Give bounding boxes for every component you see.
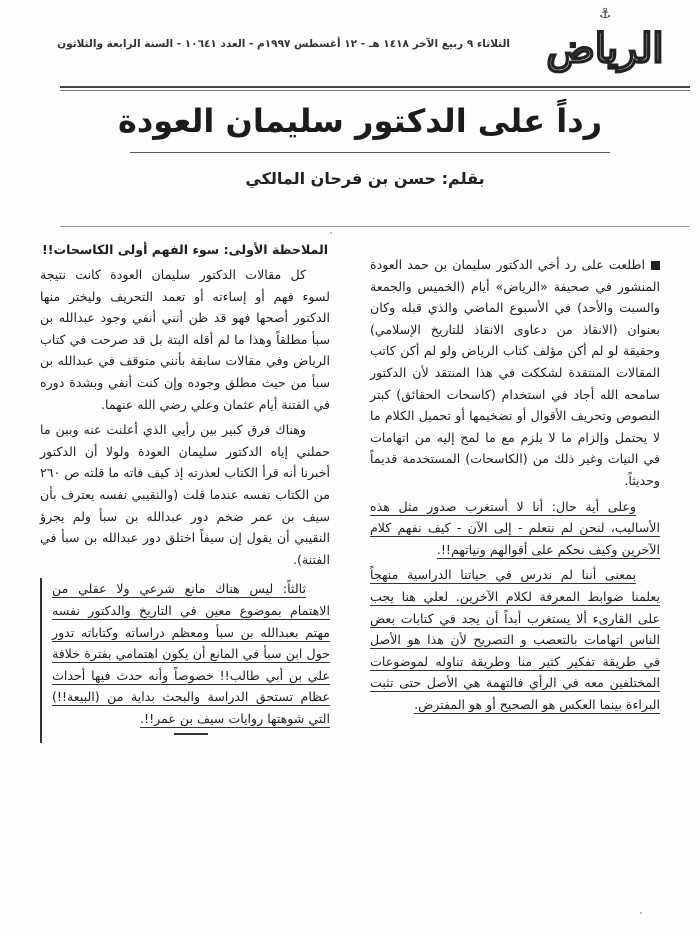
article-paragraph (370, 564, 660, 715)
paragraph-text: وهناك فرق كبير بين رأيي الذي أعلنت عنه وبين ما حملني إياه الدكتور سليمان العودة ولولا أن الدكتور أخبرنا أنه قرأ الكتاب لعذرته إذ كيف فاته ما قلته ص ٢٦٠ من الكتاب نفسه عندما قلت (والنقيبي نفسه يعترف بأن سيف بن عمر ضخم دور عبدالله بن سبأ ولم يجرؤ النقيبي أن يقول إن سيفاً اختلق دور عبدالله بن سبأ في الفتنة). (40, 422, 330, 567)
margin-line (40, 578, 42, 743)
section-subhead: الملاحظة الأولى: سوء الفهم أولى الكاسحات!! (41, 242, 329, 257)
anchor-icon: ⚓ (598, 6, 612, 22)
scan-speck (330, 232, 332, 234)
article-paragraph (370, 254, 660, 492)
article-headline: رداً على الدكتور سليمان العودة (117, 102, 603, 140)
article-column-right (370, 240, 660, 743)
paragraph-text: وعلى أية حال: أنا لا أستغرب صدور مثل هذه الأساليب، لنحن لم نتعلم - إلى الآن - كيف نفهم كلام الآخرين وكيف نحكم على أقوالهم ونياتهم!!. (370, 498, 660, 557)
scan-speck (640, 912, 642, 914)
bullet-square-icon (651, 261, 660, 270)
paragraph-text: ثالثاً: ليس هناك مانع شرعي ولا عقلي من الاهتمام بموضوع معين في التاريخ والدكتور نفسه مهتم بعبدالله بن سبأ ومعظم دراساته وكتاباته تدور حول ابن سبأ في المانع أن يكون اهتمامي بفترة خلافة علي بن أبي طالب!! خصوصاً وأنه حدث فيها أحداث عظام تستحق الدراسة والبحث بداية من (البيعة!!) التي شوهتها روايات سيف بن عمر!!. (52, 581, 330, 726)
article-paragraph (370, 496, 660, 561)
newspaper-logo (520, 6, 690, 82)
masthead (50, 6, 690, 82)
article-body (40, 240, 660, 743)
article-byline: بقلم: حسن بن فرحان المالكي (245, 169, 485, 188)
article-column-left (40, 240, 330, 743)
masthead-rule (60, 86, 690, 88)
article-paragraph (40, 419, 330, 570)
byline-rule (60, 226, 690, 227)
paragraph-text: كل مقالات الدكتور سليمان العودة كانت نتيجة لسوء فهم أو إساءته أو تعمد التحريف وليختر منها الدكتور أصحها فهو قد ظن أنني أنفي وجود عبدالله بن سبأ مطلقاً وهذا ما لم أقله البتة بل قد صرحت في كتاب الرياض وفي مقالات سابقة بأنني متوقف في عبدالله بن سبأ من حيث مطلق وجوده وإن كنت أنفي وبشدة دوره في الفتنة أيام عثمان وعلي رضي الله عنهما. (40, 267, 330, 412)
article-paragraph (40, 264, 330, 415)
boxed-section (40, 578, 330, 743)
logo-text: الرياض (546, 25, 664, 72)
paragraph-text: بمعنى أننا لم ندرس في حياتنا الدراسية منهجاً يعلمنا ضوابط المعرفة لكلام الآخرين. لعلي هنا يجب على القارىء ألا يستغرب أبداً أن يجد في كتابات بعض الناس اتهامات بالتعصب و التصريح لأن هذا هو الأصل في طريقة تفكير كثير منا وطريقة تناوله لموضوعات المختلفين معه في الرأي فالتهمة هي الأصل حتى تثبت البراءة بينما العكس هو الصحيح أو هو المفترض. (370, 567, 660, 712)
dateline: الثلاثاء ٩ ربيع الآخر ١٤١٨ هـ - ١٢ أغسطس ١٩٩٧م - العدد ١٠٦٤١ - السنة الرابعة والثلاثون (57, 38, 510, 50)
headline-rule (130, 152, 610, 153)
article-paragraph (52, 578, 330, 729)
paragraph-text: اطلعت على رد أخي الدكتور سليمان بن حمد العودة المنشور في صحيفة «الرياض» أيام (الخميس والجمعة والسبت والأحد) في الأسبوع الماضي والذي قبله وكان بعنوان (الانقاذ من دعاوى الانقاذ للتاريخ الإسلامي) وحقيقة لو لم أكن مؤلف كتاب الرياض ولو لم أكن كاتب المقالات المنتقدة لشككت في هذا المنتقد لأن الدكتور سامحه الله أجاد في استخدام (كاسحات الحقائق) كبتر النصوص وتحريف الأقوال أو تضخيمها أو تحميل الكلام ما لا يحتمل وإلزام ما لا يلزم مع ما لمح إليه من اتهامات في النيات وغير ذلك من (الكاسحات) المستخدمة قديماً وحديثاً. (370, 257, 660, 488)
end-mark (174, 733, 208, 735)
